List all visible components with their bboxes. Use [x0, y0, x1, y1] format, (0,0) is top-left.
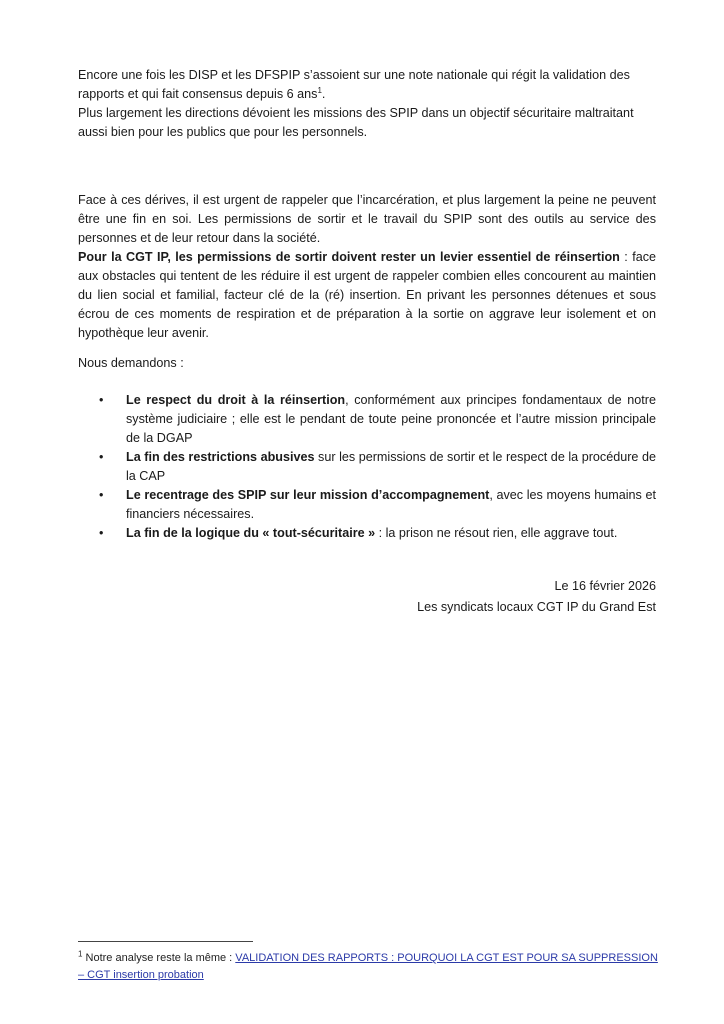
footnote-link[interactable]: VALIDATION DES RAPPORTS : POURQUOI LA CGT EST POUR SA SUPPRESSION – CGT insertion probation — [78, 952, 658, 981]
intro-line-2: Plus largement les directions dévoient les missions des SPIP dans un objectif sécuritaire maltraitant aussi bien pour les publics que pour les personnels. — [78, 106, 634, 139]
signature-author: Les syndicats locaux CGT IP du Grand Est — [417, 600, 656, 614]
demands-intro: Nous demandons : — [78, 356, 184, 370]
demand-item: • La fin des restrictions abusives sur les permissions de sortir et le respect de la procédure de la CAP — [99, 450, 656, 483]
demand-item: • La fin de la logique du « tout-sécuritaire » : la prison ne résout rien, elle aggrave tout. — [99, 524, 656, 543]
bullet-icon: • — [99, 488, 104, 502]
intro-paragraph — [78, 66, 656, 142]
main-paragraph — [78, 191, 656, 343]
bullet-icon: • — [99, 450, 104, 464]
footnote-reference[interactable]: 1 — [317, 85, 322, 95]
main-paragraph-part2: Pour la CGT IP, les permissions de sortir doivent rester un levier essentiel de réinsertion : face aux obstacles qui tentent de les réduire il est urgent de rappeler combien elles concourent au maintien du lien social et familial, facteur clé de la (ré) insertion. En privant les personnes détenues et sous écrou de ces moments de respiration et de préparation à la sortie on aggrave leur isolement et on hypothèque leur avenir. — [78, 250, 656, 340]
bullet-icon: • — [99, 393, 104, 407]
main-paragraph-bold-lead: Pour la CGT IP, les permissions de sortir doivent rester un levier essentiel de réinsertion — [78, 250, 620, 264]
demand-item: • Le recentrage des SPIP sur leur mission d’accompagnement, avec les moyens humains et financiers nécessaires. — [99, 488, 656, 521]
footnote-number: 1 — [78, 949, 83, 959]
main-paragraph-part1: Face à ces dérives, il est urgent de rappeler que l’incarcération, et plus largement la peine ne peuvent être une fin en soi. Les permissions de sortir et le travail du SPIP sont des outils au service des personnes et de leur retour dans la société. — [78, 193, 656, 245]
signature-block — [417, 576, 656, 618]
demands-list — [99, 391, 656, 543]
demand-item: • Le respect du droit à la réinsertion, conformément aux principes fondamentaux de notre système judiciaire ; elle est le pendant de toute peine prononcée et l’autre mission principale de la DGAP — [99, 393, 656, 445]
footnote-separator — [78, 941, 253, 942]
intro-line-1: Encore une fois les DISP et les DFSPIP s’assoient sur une note nationale qui régit la validation des rapports et qui fait consensus depuis 6 ans$^1$. — [78, 68, 630, 101]
signature-date: Le 16 février 2026 — [554, 579, 656, 593]
bullet-icon: • — [99, 526, 104, 540]
footnote: $^1$ Notre analyse reste la même : VALIDATION DES RAPPORTS : POURQUOI LA CGT EST POUR SA SUPPRESSION – CGT insertion probation — [78, 949, 658, 981]
